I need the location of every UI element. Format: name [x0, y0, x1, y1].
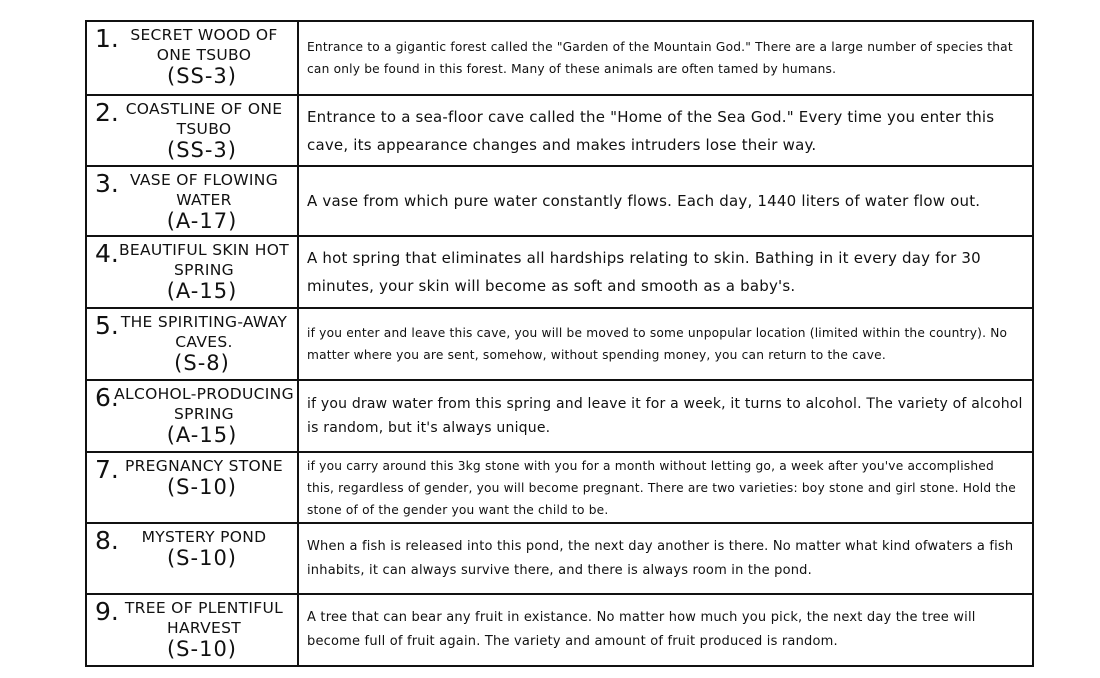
item-name-cell [87, 309, 299, 379]
item-code: (S-10) [166, 475, 237, 499]
item-number: 4. [95, 239, 119, 268]
table-row [87, 524, 1032, 595]
table-row [87, 595, 1032, 665]
item-code: (SS-3) [167, 138, 237, 162]
table-row [87, 453, 1032, 524]
item-description-cell [299, 381, 1032, 451]
item-title: VASE OF FLOWING WATER [129, 171, 279, 209]
items-table [85, 20, 1034, 667]
item-code: (A-15) [166, 423, 238, 447]
item-title: THE SPIRITING-AWAY CAVES. [120, 313, 288, 351]
item-title: TREE OF PLENTIFUL HARVEST [124, 599, 284, 637]
table-row [87, 167, 1032, 237]
item-number: 7. [95, 455, 119, 484]
item-name-cell [87, 22, 299, 94]
item-number: 5. [95, 311, 119, 340]
item-description-cell [299, 309, 1032, 379]
item-title: SECRET WOOD OF ONE TSUBO [130, 26, 278, 64]
item-name-cell [87, 237, 299, 307]
item-number: 8. [95, 526, 119, 555]
item-name-cell [87, 595, 299, 665]
item-description-cell [299, 96, 1032, 165]
item-title: BEAUTIFUL SKIN HOT SPRING [118, 241, 290, 279]
item-description-cell [299, 237, 1032, 307]
item-number: 2. [95, 98, 119, 127]
item-title: MYSTERY POND [141, 528, 267, 546]
item-code: (S-8) [174, 351, 230, 375]
item-name-cell [87, 453, 299, 522]
item-title: PREGNANCY STONE [124, 457, 284, 475]
item-code: (A-17) [166, 209, 238, 233]
item-description-cell [299, 524, 1032, 593]
item-code: (SS-3) [167, 64, 237, 88]
item-number: 3. [95, 169, 119, 198]
item-number: 1. [95, 24, 119, 53]
item-description: if you draw water from this spring and leave it for a week, it turns to alcohol. The variety of alcohol is random, but it's always unique. [307, 396, 1023, 436]
item-description: A vase from which pure water constantly flows. Each day, 1440 liters of water flow out. [307, 192, 981, 210]
table-row [87, 96, 1032, 167]
item-name-cell [87, 167, 299, 235]
item-description: When a fish is released into this pond, the next day another is there. No matter what kind ofwaters a fish inhabits, it can always survive there, and there is always room in the pond. [307, 538, 1014, 578]
item-code: (S-10) [166, 637, 237, 661]
item-description-cell [299, 22, 1032, 94]
item-title: COASTLINE OF ONE TSUBO [125, 100, 283, 138]
table-row [87, 309, 1032, 381]
item-description: if you enter and leave this cave, you will be moved to some unpopular location (limited within the country). No matter where you are sent, somehow, without spending money, you can return to the cave. [307, 326, 1008, 362]
table-row [87, 381, 1032, 453]
item-description-cell [299, 167, 1032, 235]
item-description: Entrance to a gigantic forest called the "Garden of the Mountain God." There are a large number of species that can only be found in this forest. Many of these animals are often tamed by humans. [307, 40, 1013, 76]
item-description: Entrance to a sea-floor cave called the "Home of the Sea God." Every time you enter this cave, its appearance changes and makes intruders lose their way. [307, 107, 995, 154]
item-title: ALCOHOL-PRODUCING SPRING [114, 385, 294, 423]
item-name-cell [87, 381, 299, 451]
item-name-cell [87, 96, 299, 165]
item-description-cell [299, 453, 1032, 522]
item-number: 6. [95, 383, 119, 412]
table-row [87, 237, 1032, 309]
item-number: 9. [95, 597, 119, 626]
table-row [87, 22, 1032, 96]
item-description: if you carry around this 3kg stone with you for a month without letting go, a week after you've accomplished this, regardless of gender, you will become pregnant. There are two varieties: boy stone and girl stone. Hold the stone of of the gender you want the child to be. [307, 458, 1016, 517]
item-description: A hot spring that eliminates all hardships relating to skin. Bathing in it every day for 30 minutes, your skin will become as soft and smooth as a baby's. [307, 249, 981, 295]
item-description-cell [299, 595, 1032, 665]
item-name-cell [87, 524, 299, 593]
item-description: A tree that can bear any fruit in existance. No matter how much you pick, the next day the tree will become full of fruit again. The variety and amount of fruit produced is random. [307, 610, 976, 649]
item-code: (A-15) [166, 279, 238, 303]
item-code: (S-10) [166, 546, 237, 570]
